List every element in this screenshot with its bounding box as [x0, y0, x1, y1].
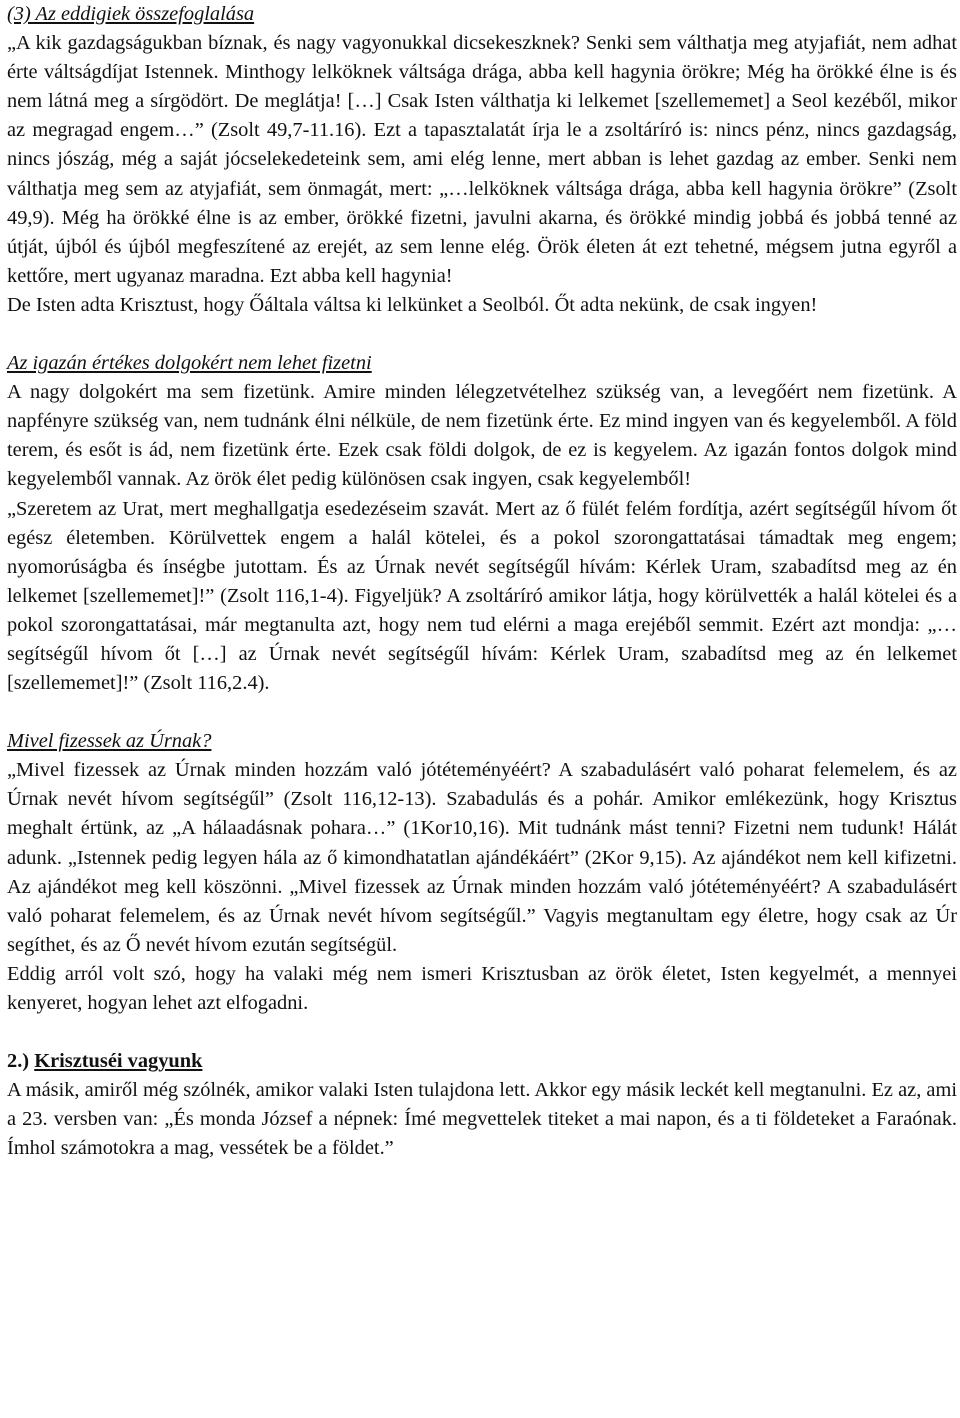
summary-paragraph-2: De Isten adta Krisztust, hogy Őáltala váltsa ki lelkünket a Seolból. Őt adta nekünk, de csak ingyen! — [7, 293, 818, 316]
paragraph-gap — [7, 320, 957, 349]
summary-paragraph-1: „A kik gazdagságukban bíznak, és nagy vagyonukkal dicsekeszknek? Senki sem válthatja meg atyjafiát, nem adhat érte váltságdíjat Istennek. Minthogy lelköknek váltsága drága, abba kell hagynia örökre; Még ha örökké élne is és nem látná meg a sírgödört. De meglátja! […] Csak Isten válthatja ki lelkemet [szellememet] a Seol kezéből, mikor az megragad engem…” (Zsolt 49,7-11.16). Ezt a tapasztalatát írja le a zsoltáríró is: nincs pénz, nincs gazdagság, nincs jószág, még a saját jócselekedeteink sem, ami elég lenne, mert abban is lehet gazdag az ember. Senki nem válthatja meg sem az atyjafiát, sem önmagát, mert: „…lelköknek váltsága drága, abba kell hagynia örökre” (Zsolt 49,9). Még ha örökké élne is az ember, örökké fizetni, javulni akarna, és örökké mindig jobbá és jobbá tenné az útját, újból és újból megfeszítené az erejét, az sem lenne elég. Örök életen át ezt tehetné, mégsem jutna egyről a kettőre, mert ugyanaz maradna. Ezt abba kell hagynia! — [7, 32, 957, 287]
christs-paragraph-1: A másik, amiről még szólnék, amikor valaki Isten tulajdona lett. Akkor egy másik leckét kell megtanulni. Ez az, ami a 23. versben van: „És monda József a népnek: Ímé megvettelek titeket a mai napon, és a ti földeteket a Faraónak. Ímhol számotokra a mag, vessétek be a földet.” — [7, 1079, 957, 1160]
section-heading-christs — [7, 1047, 957, 1076]
section-heading-summary: (3) Az eddigiek összefoglalása — [7, 3, 255, 25]
paragraph-gap — [7, 1018, 957, 1047]
priceless-paragraph-2: „Szeretem az Urat, mert meghallgatja esedezéseim szavát. Mert az ő fülét felém fordítja, azért segítségűl hívom őt egész életemben. Körülvettek engem a halál kötelei, és a pokol szorongattatásai támadtak meg engem; nyomorúságba és ínségbe jutottam. És az Úrnak nevét segítségűl hívám: Kérlek Uram, szabadítsd meg az én lelkemet [szellememet]!” (Zsolt 116,1-4). Figyeljük? A zsoltáríró amikor látja, hogy körülvették a halál kötelei és a pokol szorongattatásai, már megtanulta azt, hogy nem tud elérni a maga erejéből semmit. Ezért azt mondja: „… segítségűl hívom őt […] az Úrnak nevét segítségűl hívám: Kérlek Uram, szabadítsd meg az én lelkemet [szellememet]!” (Zsolt 116,2.4). — [7, 497, 957, 695]
priceless-paragraph-1: A nagy dolgokért ma sem fizetünk. Amire minden lélegzetvételhez szükség van, a levegőért nem fizetünk. A napfényre szükség van, nem tudnánk élni nélküle, de nem fizetünk érte. Ez mind ingyen van és kegyelemből. A föld terem, és esőt is ád, nem fizetünk érte. Ezek csak földi dolgok, de ez is kegyelem. Az igazán fontos dolgok mind kegyelemből vannak. Az örök élet pedig különösen csak ingyen, csak kegyelemből! — [7, 381, 957, 491]
section-title: Krisztuséi vagyunk — [34, 1050, 203, 1073]
section-heading-pay: Mivel fizessek az Úrnak? — [7, 730, 212, 753]
section-number: 2.) — [7, 1050, 30, 1073]
paragraph-gap — [7, 698, 957, 727]
document-page — [7, 0, 957, 1163]
pay-paragraph-2: Eddig arról volt szó, hogy ha valaki még nem ismeri Krisztusban az örök életet, Isten kegyelmét, a mennyei kenyeret, hogyan lehet azt elfogadni. — [7, 962, 957, 1014]
pay-paragraph-1: „Mivel fizessek az Úrnak minden hozzám való jótéteményéért? A szabadulásért való poharat felemelem, és az Úrnak nevét hívom segítségűl” (Zsolt 116,12-13). Szabadulás és a pohár. Amikor emlékezünk, hogy Krisztus meghalt értünk, az „A hálaadásnak pohara…” (1Kor10,16). Mit tudnánk mást tenni? Fizetni nem tudunk! Hálát adunk. „Istennek pedig legyen hála az ő kimondhatatlan ajándékáért” (2Kor 9,15). Az ajándékot nem kell kifizetni. Az ajándékot meg kell köszönni. „Mivel fizessek az Úrnak minden hozzám való jótéteményéért? A szabadulásért való poharat felemelem, és az Úrnak nevét hívom segítségűl.” Vagyis megtanultam egy életre, hogy csak az Úr segíthet, és az Ő nevét hívom ezután segítségül. — [7, 759, 957, 956]
section-heading-priceless: Az igazán értékes dolgokért nem lehet fizetni — [7, 352, 372, 375]
